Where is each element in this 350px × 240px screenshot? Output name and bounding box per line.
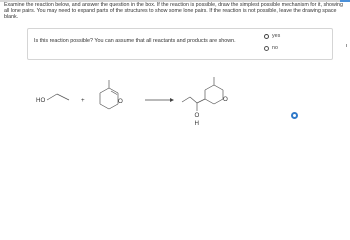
option-yes[interactable]	[264, 33, 280, 39]
product-oxygen-label: O	[194, 112, 200, 119]
reaction-scheme	[0, 60, 350, 146]
ho-label: HO	[36, 97, 46, 104]
scroll-indicator	[346, 44, 347, 47]
reactant-dihydropyran	[100, 80, 118, 109]
product-hydrogen-label: H	[194, 120, 199, 127]
option-no[interactable]	[264, 45, 278, 51]
plus-sign: +	[81, 97, 85, 104]
no-label: no	[272, 45, 278, 51]
reactant-ethanol	[47, 94, 69, 100]
no-radio[interactable]	[264, 46, 269, 51]
product-ring-oxygen-label: O	[223, 96, 228, 103]
product-structure	[182, 77, 223, 111]
ring-oxygen-label: O	[118, 98, 123, 105]
instructions-text: Examine the reaction below, and answer the question in the box. If the reaction is possible, draw the simplest possible mechanism for it, showing all lone pairs. You may need to expand parts of the structures to show some lone pairs. If the reaction is not possible, leave the drawing space blank.	[4, 2, 343, 21]
reaction-arrow-icon	[145, 98, 174, 102]
info-icon[interactable]	[291, 112, 298, 119]
yes-label: yes	[272, 33, 281, 39]
yes-radio[interactable]	[264, 34, 269, 39]
question-text: Is this reaction possible? You can assume that all reactants and products are shown.	[34, 38, 236, 44]
question-box	[27, 28, 333, 60]
